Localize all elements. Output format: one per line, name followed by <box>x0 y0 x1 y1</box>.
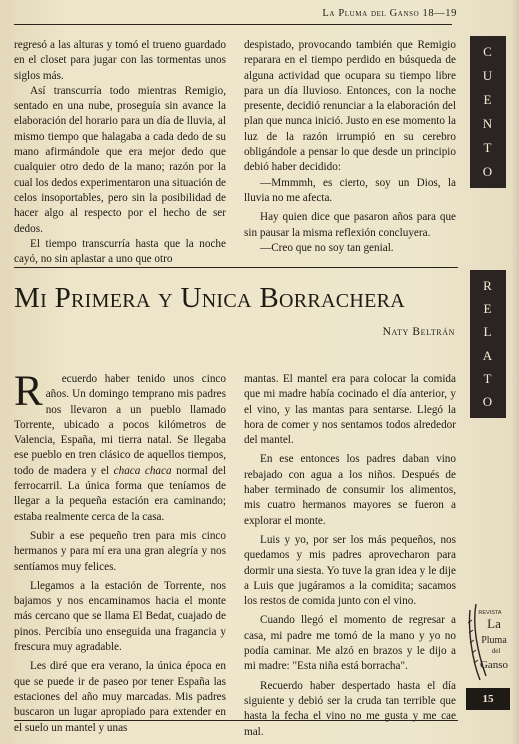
logo-la: La <box>487 616 501 631</box>
section-tab-relato <box>470 270 506 418</box>
paragraph: regresó a las alturas y tomó el trueno guardado en el closet para jugar con las tormentas unos siglos más. <box>14 39 226 82</box>
tab-letter: C <box>483 44 493 59</box>
paragraph-text: ecuerdo haber tenido unos cinco años. Un domingo temprano mis padres nos llevaron a un pueblo llamado Torrente, ubicado a pocos kilómetros de Valencia, España, mi tierra natal. Se llegaba ese pueblo en tren clásico de aquellos tiempos, todo de madera y el <box>14 373 226 477</box>
paragraph: Recuerdo haber despertado hasta el día siguiente y debió ser la cruda tan terrible que hasta la fecha el vino no me gusta y me cae mal. <box>244 679 456 738</box>
paragraph: En ese entonces los padres daban vino rebajado con agua a los niños. Después de haber terminado de consumir los alimentos, mis cuatro hermanos mayores se fueron a explorar el monte. <box>244 453 456 527</box>
drop-cap: R <box>14 368 43 415</box>
paragraph: despistado, provocando también que Remigio reparara en el tiempo perdido en búsqueda de alguna actividad que ocupara su tiempo libre para un día lluvioso. Entonces, con la noche presente, decidió renunciar a la elaboración del plan que nunca inició. Justo en ese momento la luz de la razón irrumpió en su cerebro obligándole a pensar lo que desde un principio debió haber decidido: <box>244 39 456 174</box>
tab-letter: L <box>483 324 493 340</box>
paragraph-first <box>14 368 226 525</box>
footer-rule <box>14 720 458 721</box>
logo-pluma: Pluma <box>481 635 507 646</box>
article-title: Mi Primera y Unica Borrachera <box>14 282 406 314</box>
paragraph: Así transcurría todo mientras Remigio, sentado en una nube, proseguía sin avance la elaboración del horario para un día de lluvia, al mismo tiempo que halagaba a cada dedo de su mano afirmándole que era mejor dedo que cualquier otro dedo de la mano; razón por la cual los dedos experimentaron una situación de celos insoportables, pero sin la posibilidad de hacer algo al respecto por el hecho de ser dedos. <box>14 84 226 235</box>
tab-letter: O <box>482 393 494 409</box>
page-number: 15 <box>466 688 510 710</box>
logo-del: del <box>491 647 501 655</box>
paragraph: —Creo que no soy tan genial. <box>260 241 394 254</box>
paragraph: Llegamos a la estación de Torrente, nos bajamos y nos encaminamos hacia el monte más cercano que se llama El Bedat, cuajado de pinos. Percibía uno enseguida una fragancia y frescura muy agradable. <box>14 579 226 654</box>
paragraph: Hay quien dice que pasaron años para que sin pausar la misma reflexión concluyera. <box>244 211 456 239</box>
paragraph: Les diré que era verano, la única época en que se puede ir de paseo por tener España las estaciones del año muy marcadas. Mis padres buscaron un lugar apropiado para extender en el suelo un mantel y unas <box>14 660 226 734</box>
tab-letter: U <box>482 68 494 83</box>
logo-ganso: Ganso <box>479 659 509 671</box>
paragraph: Subir a ese pequeño tren para mis cinco hermanos y para mí era una gran alegría y nos sentíamos muy felices. <box>14 529 226 573</box>
paragraph: Luis y yo, por ser los más pequeños, nos quedamos y mis padres aprovecharon para dormir una siesta. Yo tuve la gran idea y le dije a Luis que jugáramos a la comidita; sacamos los restos de comida junto con el vino. <box>244 533 456 608</box>
tab-letter: R <box>483 278 493 293</box>
header-rule <box>14 24 452 25</box>
paragraph: Cuando llegó el momento de regresar a casa, mi padre me tomó de la mano y yo no podía caminar. Me alzó en brazos y le dijo a mi madre: "Esta niña está borracha". <box>244 614 456 673</box>
running-head: La Pluma del Ganso 18—19 <box>322 8 457 19</box>
tab-letter: T <box>483 370 493 386</box>
magazine-logo <box>466 580 510 690</box>
tab-letter: O <box>482 164 494 179</box>
paragraph: —Mmmmh, es cierto, soy un Dios, la lluvia no me afecta. <box>244 176 456 204</box>
article-column-1 <box>14 368 226 736</box>
story-column-2 <box>244 38 456 256</box>
page-edge-shadow <box>511 0 519 744</box>
article-column-2 <box>244 372 456 740</box>
tab-letter: A <box>482 347 494 363</box>
tab-letter: E <box>483 92 493 107</box>
section-rule <box>14 267 458 268</box>
logo-revista: REVISTA <box>478 610 502 616</box>
author-byline: Naty Beltrán <box>382 326 455 338</box>
emphasis: chaca chaca <box>113 464 172 477</box>
paragraph-text: normal del ferrocarril. La única forma que teníamos de llegar a la pequeña estación era caminando; estaba realmente cerca de la casa. <box>14 464 226 523</box>
tab-letter: E <box>483 301 493 317</box>
tab-letter: N <box>482 116 494 131</box>
paragraph: El tiempo transcurría hasta que la noche cayó, no sin aplastar a uno que otro <box>14 237 226 266</box>
tab-letter: T <box>483 140 493 155</box>
paragraph: mantas. El mantel era para colocar la comida que mi madre había cocinado el día anterior, y el vino, y las mantas para sentarse. Llegó la hora de comer y nos sentamos todos alrededor del mantel. <box>244 373 456 447</box>
story-column-1 <box>14 38 226 267</box>
section-tab-cuento <box>470 36 506 188</box>
